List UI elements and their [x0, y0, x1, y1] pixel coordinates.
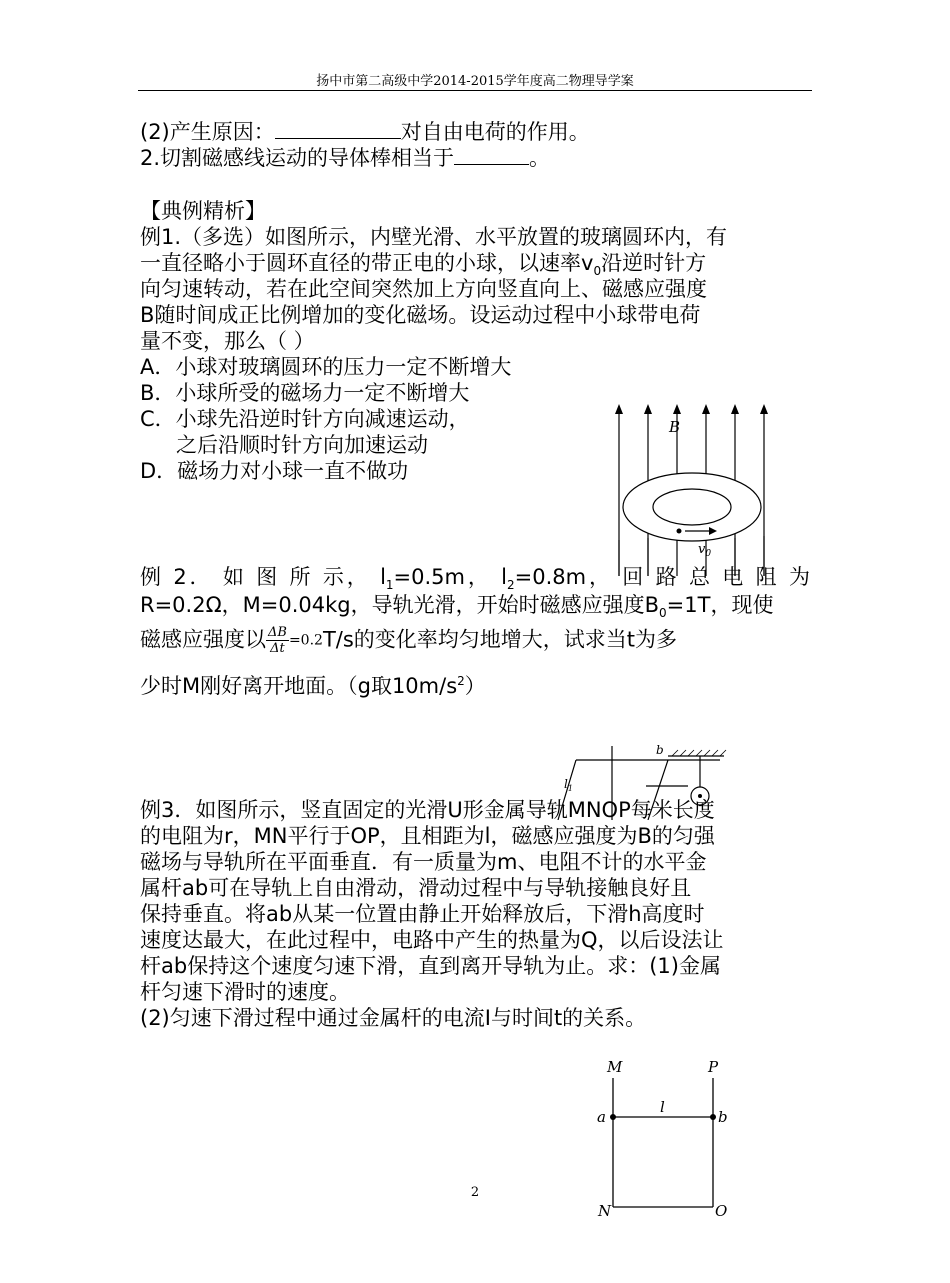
rate-value: =0.2	[288, 632, 323, 649]
text: (2)产生原因：	[140, 120, 275, 144]
example2-line	[140, 625, 677, 656]
text: =0.5m， l	[393, 565, 508, 589]
text: T/s的变化率均匀地增大，试求当t为多	[322, 627, 678, 652]
page-number: 2	[470, 1185, 480, 1200]
example1-line: 例1.（多选）如图所示，内壁光滑、水平放置的玻璃圆环内，有	[140, 225, 728, 249]
example2-line	[140, 592, 773, 626]
label-l: l	[660, 1098, 665, 1116]
rate-fraction: $\frac{\Delta B}{\Delta t}$	[268, 625, 287, 656]
subscript: 0	[593, 264, 602, 279]
text: 一直径略小于圆环直径的带正电的小球，以速率v	[140, 251, 594, 275]
example2-line	[140, 668, 486, 699]
subscript: 2	[507, 578, 515, 593]
label-a: a	[597, 1108, 606, 1126]
example3-line: 属杆ab可在导轨上自由滑动，滑动过程中与导轨接触良好且	[140, 876, 692, 900]
text: 磁感应强度以	[140, 627, 266, 652]
label-l1: $l_1$	[564, 777, 573, 793]
ring-magnetic-field-figure	[605, 400, 795, 580]
text: =1T，现使	[666, 593, 774, 617]
header-rule	[138, 90, 812, 91]
answer-blank[interactable]	[275, 120, 401, 139]
option-c-cont: 之后沿顺时针方向加速运动	[176, 433, 428, 457]
example1-line: 向匀速转动，若在此空间突然加上方向竖直向上、磁感应强度	[140, 277, 707, 301]
example3-line: 保持垂直。将ab从某一位置由静止开始释放后，下滑h高度时	[140, 902, 705, 926]
label-o: O	[715, 1202, 728, 1220]
answer-blank[interactable]	[454, 146, 529, 165]
text: =0.8m， 回 路 总 电 阻 为	[514, 565, 810, 589]
text: R=0.2Ω，M=0.04kg，导轨光滑，开始时磁感应强度B	[140, 593, 660, 617]
page-header: 扬中市第二高级中学2014-2015学年度高二物理导学案	[316, 74, 634, 89]
field-label-b: B	[669, 418, 681, 436]
example3-line: 速度达最大，在此过程中，电路中产生的热量为Q，以后设法让	[140, 928, 724, 952]
example3-line: 例3．如图所示，竖直固定的光滑U形金属导轨MNOP每米长度	[140, 798, 715, 822]
text: 对自由电荷的作用。	[400, 120, 590, 144]
example3-line: 杆ab保持这个速度匀速下滑，直到离开导轨为止。求：(1)金属	[140, 954, 721, 978]
example1-line: B随时间成正比例增加的变化磁场。设运动过程中小球带电荷	[140, 303, 701, 327]
text: ）	[464, 674, 486, 698]
example1-line: 量不变，那么（ ）	[140, 329, 315, 353]
option-c: C．小球先沿逆时针方向减速运动，	[140, 407, 470, 431]
text: 沿逆时针方	[601, 251, 707, 275]
question-line	[140, 145, 550, 171]
text: 例 2． 如 图 所 示， l	[140, 565, 386, 589]
option-b: B．小球所受的磁场力一定不断增大	[140, 381, 470, 405]
text: 。	[529, 146, 551, 170]
text: 少时M刚好离开地面。（g取10m/s	[140, 674, 458, 698]
label-n: N	[598, 1202, 612, 1220]
velocity-label: $v_0$	[698, 542, 712, 559]
text: 2.切割磁感线运动的导体棒相当于	[140, 146, 455, 170]
example3-line: 的电阻为r，MN平行于OP，且相距为l，磁感应强度为B的匀强	[140, 824, 715, 848]
subscript: 1	[385, 578, 394, 593]
label-b: b	[718, 1108, 728, 1126]
option-d: D．磁场力对小球一直不做功	[140, 459, 409, 483]
u-rail-figure	[590, 1050, 740, 1225]
question-line	[140, 119, 590, 145]
subscript: 0	[659, 606, 667, 621]
superscript: 2	[457, 674, 465, 688]
example3-line: (2)匀速下滑过程中通过金属杆的电流I与时间t的关系。	[140, 1006, 647, 1030]
label-b: b	[656, 743, 664, 757]
section-title: 【典例精析】	[140, 199, 266, 223]
label-p: P	[708, 1058, 719, 1076]
example3-line: 杆匀速下滑时的速度。	[140, 980, 350, 1004]
option-a: A．小球对玻璃圆环的压力一定不断增大	[140, 355, 512, 379]
example3-line: 磁场与导轨所在平面垂直．有一质量为m、电阻不计的水平金	[140, 850, 707, 874]
label-m: M	[607, 1058, 623, 1076]
